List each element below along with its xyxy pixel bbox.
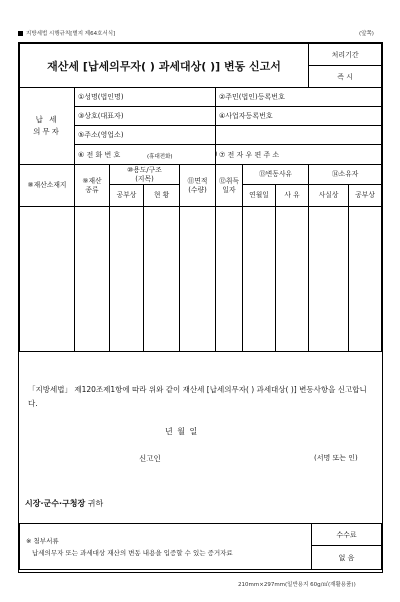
declaration-text: 「지방세법」 제120조제1항에 따라 위와 같이 재산세 [납세의무자( ) 과세대상( )] 변동사항을 신고합니다. bbox=[28, 385, 367, 408]
processing-period-label: 처리기간 bbox=[309, 44, 382, 66]
rrn-field[interactable] bbox=[216, 88, 382, 107]
addressee-suffix: 귀하 bbox=[87, 499, 104, 508]
mobile-paren: ) bbox=[215, 151, 218, 158]
biz-reg-field[interactable] bbox=[216, 107, 382, 126]
entry-owner-defacto[interactable] bbox=[309, 207, 349, 352]
entry-usage-official[interactable] bbox=[110, 207, 144, 352]
owner-defacto-header: 사실상 bbox=[309, 185, 349, 207]
form-legal-basis bbox=[18, 29, 115, 37]
phone-field[interactable] bbox=[75, 145, 216, 165]
name-label: ①성명(법인명) bbox=[78, 93, 124, 101]
reason-header: 사 유 bbox=[276, 185, 309, 207]
attachment-cell bbox=[20, 524, 312, 570]
trade-name-label: ③상호(대표자) bbox=[78, 112, 124, 120]
address-label: ⑤주소(영업소) bbox=[78, 131, 124, 139]
property-entry-row bbox=[20, 207, 382, 352]
signature-note: (서명 또는 인) bbox=[314, 454, 358, 462]
declaration-date: 년 월 일 bbox=[165, 427, 199, 436]
acq-date-header: ⑫취득 일자 bbox=[216, 165, 243, 207]
property-location-header: ⑧재산소재지 bbox=[20, 165, 75, 207]
email-field[interactable] bbox=[216, 145, 382, 165]
ownership-header: ⑭소유자 bbox=[309, 165, 382, 185]
form-legal-basis-text: 지방세법 시행규칙[별지 제64호서식] bbox=[26, 31, 116, 37]
entry-change-date[interactable] bbox=[243, 207, 276, 352]
owner-official-header: 공부상 bbox=[349, 185, 382, 207]
attachment-content: 납세의무자 또는 과세대상 재산의 변동 내용을 입증할 수 있는 증거자료 bbox=[32, 548, 233, 557]
name-field[interactable] bbox=[75, 88, 216, 107]
trade-name-field[interactable] bbox=[75, 107, 216, 126]
square-bullet-icon bbox=[18, 31, 23, 36]
form-frame bbox=[18, 42, 383, 573]
entry-reason[interactable] bbox=[276, 207, 309, 352]
usage-official-header: 공부상 bbox=[110, 185, 144, 207]
rrn-label: ②주민(법인)등록번호 bbox=[219, 93, 285, 101]
entry-type[interactable] bbox=[75, 207, 110, 352]
entry-usage-actual[interactable] bbox=[144, 207, 180, 352]
entry-owner-official[interactable] bbox=[349, 207, 382, 352]
change-reason-header: ⑬변동사유 bbox=[243, 165, 309, 185]
usage-actual-header: 현 황 bbox=[144, 185, 180, 207]
entry-area[interactable] bbox=[180, 207, 216, 352]
address-blank[interactable] bbox=[216, 126, 382, 145]
form-table bbox=[19, 43, 382, 352]
entry-acq-date[interactable] bbox=[216, 207, 243, 352]
fee-label: 수수료 bbox=[312, 524, 382, 546]
reporter-label: 신고인 bbox=[139, 454, 161, 463]
taxpayer-section-label: 납 세 의무자 bbox=[20, 88, 75, 165]
area-header: ⑪면적 (수량) bbox=[180, 165, 216, 207]
usage-structure-header: ⑩용도/구조 (지목) bbox=[110, 165, 180, 185]
paper-spec: 210mm×297mm(일반용지 60g/㎡(재활용품)) bbox=[238, 582, 356, 588]
email-label: ⑦ 전 자 우 편 주 소 bbox=[219, 150, 280, 159]
fee-value: 없 음 bbox=[312, 546, 382, 570]
biz-reg-label: ④사업자등록번호 bbox=[219, 112, 273, 120]
address-field[interactable] bbox=[75, 126, 216, 145]
mobile-label: (휴대전화) bbox=[147, 154, 173, 160]
processing-period-value: 즉 시 bbox=[309, 66, 382, 88]
change-date-header: 연월일 bbox=[243, 185, 276, 207]
phone-label: ⑥ 전 화 번 호 bbox=[78, 150, 121, 159]
property-type-header: ⑨재산 종류 bbox=[75, 165, 110, 207]
form-title: 재산세 [납세의무자( ) 과세대상( )] 변동 신고서 bbox=[20, 44, 309, 88]
addressee bbox=[25, 498, 103, 509]
attachment-table bbox=[19, 523, 382, 570]
entry-location[interactable] bbox=[20, 207, 75, 352]
page-side-note: (앞쪽) bbox=[359, 31, 374, 37]
addressee-name: 시장·군수·구청장 bbox=[25, 499, 86, 508]
attachment-label: ※ 첨부서류 bbox=[26, 536, 59, 545]
